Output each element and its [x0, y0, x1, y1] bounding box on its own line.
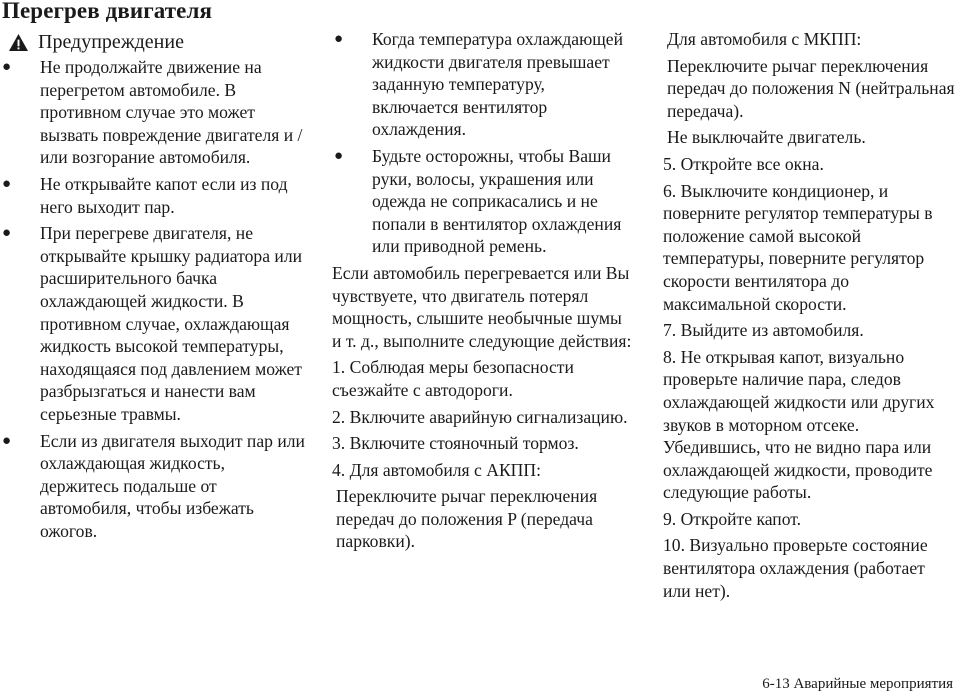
warning-bullet — [0, 222, 305, 425]
warning-heading — [8, 31, 184, 54]
step-7: 7. Выйдите из автомобиля. — [663, 320, 864, 341]
warning-label: Предупреждение — [38, 31, 184, 53]
step-6: 6. Выключите кондиционер, и поверните регулятор температуры в положение самой высокой температуры, поверните регулятор скорости вентилятора до максимальной скорости. — [663, 180, 933, 314]
warning-bullet — [332, 28, 632, 141]
bullet-dot: ● — [2, 175, 12, 192]
warning-bullet — [332, 145, 632, 258]
step-1: 1. Соблюдая меры безопасности съезжайте с автодороги. — [332, 357, 574, 400]
step-4-engine: Не выключайте двигатель. — [667, 127, 866, 148]
bullet-dot: ● — [334, 31, 344, 47]
bullet-dot: ● — [2, 59, 12, 75]
bullet-text: Будьте осторожны, чтобы Ваши руки, волосы, украшения или одежда не соприкасались и не попали в вентилятор охлаждения или приводной ремень. — [372, 145, 622, 257]
step-4-mkpp: Переключите рычаг переключения передач до положения N (нейтральная передача). — [667, 55, 955, 121]
warning-triangle-icon — [8, 33, 29, 52]
intro-paragraph: Если автомобиль перегревается или Вы чувствуете, что двигатель потерял мощность, слышите необычные шумы и т. д., выполните следующие действия: — [332, 262, 632, 351]
warning-bullet — [0, 56, 305, 169]
column-2 — [332, 28, 632, 557]
step-4-mkpp-heading: Для автомобиля с МКПП: — [667, 29, 862, 49]
step-10: 10. Визуально проверьте состояние вентилятора охлаждения (работает или нет). — [663, 535, 928, 601]
step-3: 3. Включите стояночный тормоз. — [332, 433, 579, 454]
bullet-text: При перегреве двигателя, не открывайте крышку радиатора или расширительного бачка охлаждающей жидкости. В противном случае, охлаждающая жидкость высокой температуры, находящаяся под давлением может разбрызгаться и нанести вам серьезные травмы. — [40, 223, 303, 424]
bullet-dot: ● — [2, 225, 12, 242]
column-1 — [0, 56, 305, 546]
warning-bullet — [0, 430, 305, 543]
step-4: 4. Для автомобиля с АКПП: — [332, 459, 541, 480]
step-8: 8. Не открывая капот, визуально проверьте наличие пара, следов охлаждающей жидкости или других звуков в моторном отсеке. Убедившись, что не видно пара или охлаждающей жидкости, проводите следующие работы. — [663, 346, 935, 503]
step-4-akpp: Переключите рычаг переключения передач до положения P (передача парковки). — [336, 486, 598, 552]
page-title: Перегрев двигателя — [2, 0, 213, 23]
column-3 — [663, 28, 955, 606]
bullet-text: Не продолжайте движение на перегретом автомобиле. В противном случае это может вызвать повреждение двигателя и / или возгорание автомобиля. — [40, 57, 303, 168]
step-2: 2. Включите аварийную сигнализацию. — [332, 406, 628, 427]
warning-bullet — [0, 173, 305, 218]
step-5: 5. Откройте все окна. — [663, 153, 824, 174]
page-footer: 6-13 Аварийные мероприятия — [762, 676, 953, 692]
bullet-dot: ● — [334, 147, 344, 164]
bullet-text: Не открывайте капот если из под него выходит пар. — [40, 173, 288, 217]
bullet-dot: ● — [2, 432, 12, 449]
bullet-text: Когда температура охлаждающей жидкости двигателя превышает заданную температуру, включается вентилятор охлаждения. — [372, 29, 623, 140]
step-9: 9. Откройте капот. — [663, 508, 802, 529]
bullet-text: Если из двигателя выходит пар или охлаждающая жидкость, держитесь подальше от автомобиля, чтобы избежать ожогов. — [40, 430, 305, 541]
